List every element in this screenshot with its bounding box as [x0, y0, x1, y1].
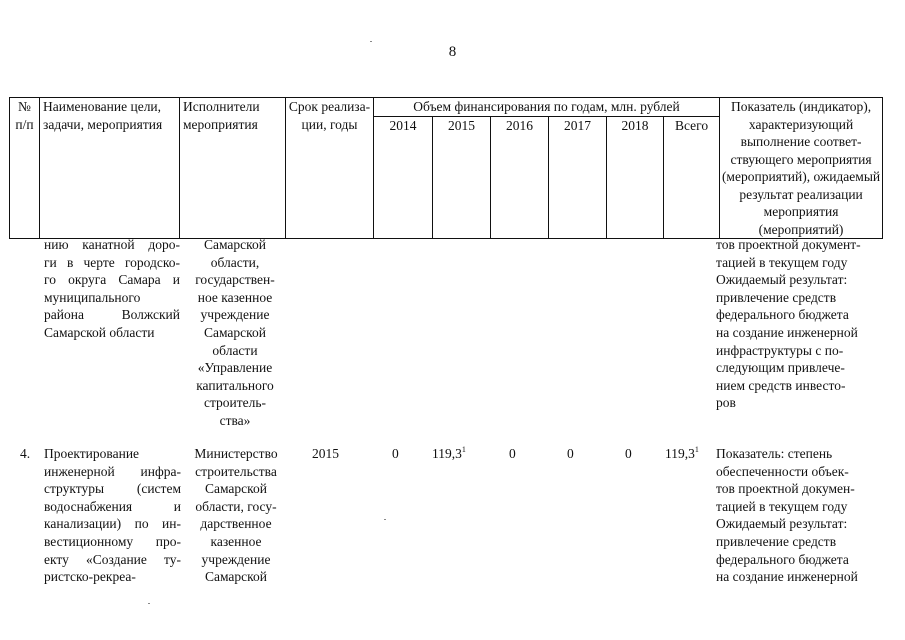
text-line: вестиционному про- — [44, 533, 181, 549]
text-line: ров — [716, 395, 736, 411]
row4-name — [44, 445, 181, 586]
scan-speck — [384, 519, 386, 520]
text-line: дарственное — [200, 516, 272, 532]
row4-value-total — [665, 445, 699, 463]
header-executors: Исполнители мероприятия — [180, 98, 286, 239]
row4-term: 2015 — [312, 446, 339, 461]
row4-indicator — [716, 445, 882, 586]
header-year-2018: 2018 — [607, 116, 664, 239]
text-line: Показатель: степень — [716, 446, 833, 461]
text-line: Ожидаемый результат: — [716, 516, 848, 532]
text-line: водоснабжения и — [44, 498, 181, 514]
text-line: на создание инженерной — [716, 324, 858, 340]
scan-speck — [148, 603, 150, 604]
text-line: строительства — [195, 463, 277, 479]
text-line: тацией в текущем году — [716, 498, 848, 514]
continuation-indicator — [716, 236, 882, 412]
text-line: инфраструктуры с по- — [716, 342, 844, 358]
text-line: на создание инженерной — [716, 569, 858, 585]
header-year-2014: 2014 — [374, 116, 433, 239]
text-line: го округа Самара и — [44, 272, 180, 288]
text-line: области, — [210, 254, 260, 270]
text-line: Самарской — [204, 569, 268, 585]
row4-value-2015 — [432, 445, 466, 463]
text-line: «Управление — [197, 360, 273, 376]
text-line: строитель- — [203, 395, 267, 411]
text-line: обеспеченности объек- — [716, 463, 849, 479]
text-line: екту «Создание ту- — [44, 551, 181, 567]
header-num: № п/п — [10, 98, 40, 239]
header-term: Срок реализа-ции, годы — [286, 98, 374, 239]
text-line: ги в черте городско- — [44, 254, 180, 270]
row4-value-2014: 0 — [392, 446, 399, 461]
value-text: 119,3 — [432, 446, 462, 461]
text-line: Самарской — [203, 237, 267, 252]
text-line: тов проектной документ- — [716, 237, 861, 252]
text-line: канализации) по ин- — [44, 516, 181, 532]
text-line: муниципального — [44, 289, 141, 305]
text-line: области — [212, 342, 258, 358]
text-line: Министерство — [194, 446, 278, 461]
header-year-2016: 2016 — [491, 116, 549, 239]
row4-number: 4. — [20, 446, 31, 461]
text-line: привлечение средств — [716, 289, 837, 305]
header-year-2015: 2015 — [433, 116, 491, 239]
text-line: тацией в текущем году — [716, 254, 848, 270]
text-line: государствен- — [195, 272, 275, 288]
text-line: Самарской области — [44, 324, 155, 340]
header-name: Наименование цели, задачи, мероприятия — [40, 98, 180, 239]
text-line: инженерной инфра- — [44, 463, 181, 479]
footnote-mark: 1 — [694, 445, 699, 454]
text-line: структуры (систем — [44, 481, 181, 497]
row4-value-2016: 0 — [509, 446, 516, 461]
text-line: федерального бюджета — [716, 307, 849, 323]
text-line: учреждение — [201, 551, 271, 567]
text-line: казенное — [210, 533, 262, 549]
text-line: нием средств инвесто- — [716, 377, 846, 393]
text-line: привлечение средств — [716, 533, 837, 549]
text-line: района Волжский — [44, 307, 180, 323]
text-line: следующим привлече- — [716, 360, 845, 376]
text-line: капитального — [196, 377, 274, 393]
text-line: учреждение — [200, 307, 270, 323]
text-line: ное казенное — [197, 289, 273, 305]
text-line: федерального бюджета — [716, 551, 849, 567]
row4-value-2018: 0 — [625, 446, 632, 461]
continuation-executors — [184, 236, 286, 430]
header-indicator: Показатель (индикатор), характеризующий выполнение соответ-ствующего мероприятия (мероприятий), ожидаемый результат реализации мероприятия (мероприятий) — [720, 98, 883, 239]
page-number: 8 — [448, 44, 457, 60]
header-year-2017: 2017 — [549, 116, 607, 239]
text-line: Самарской — [203, 324, 267, 340]
header-financing: Объем финансирования по годам, млн. рублей — [374, 98, 720, 117]
text-line: тов проектной докумен- — [716, 481, 855, 497]
continuation-name — [44, 236, 180, 342]
text-line: области, госу- — [195, 498, 277, 514]
text-line: Ожидаемый результат: — [716, 272, 848, 288]
scan-speck — [370, 41, 372, 42]
value-text: 119,3 — [665, 446, 695, 461]
text-line: ства» — [219, 412, 251, 428]
text-line: ристско-рекреа- — [44, 569, 136, 585]
text-line: Проектирование — [44, 446, 140, 461]
header-year-total: Всего — [664, 116, 720, 239]
row4-executors — [184, 445, 288, 586]
text-line: нию канатной доро- — [44, 237, 180, 252]
text-line: Самарской — [204, 481, 268, 497]
table-header — [9, 97, 883, 239]
row4-value-2017: 0 — [567, 446, 574, 461]
footnote-mark: 1 — [461, 445, 466, 454]
